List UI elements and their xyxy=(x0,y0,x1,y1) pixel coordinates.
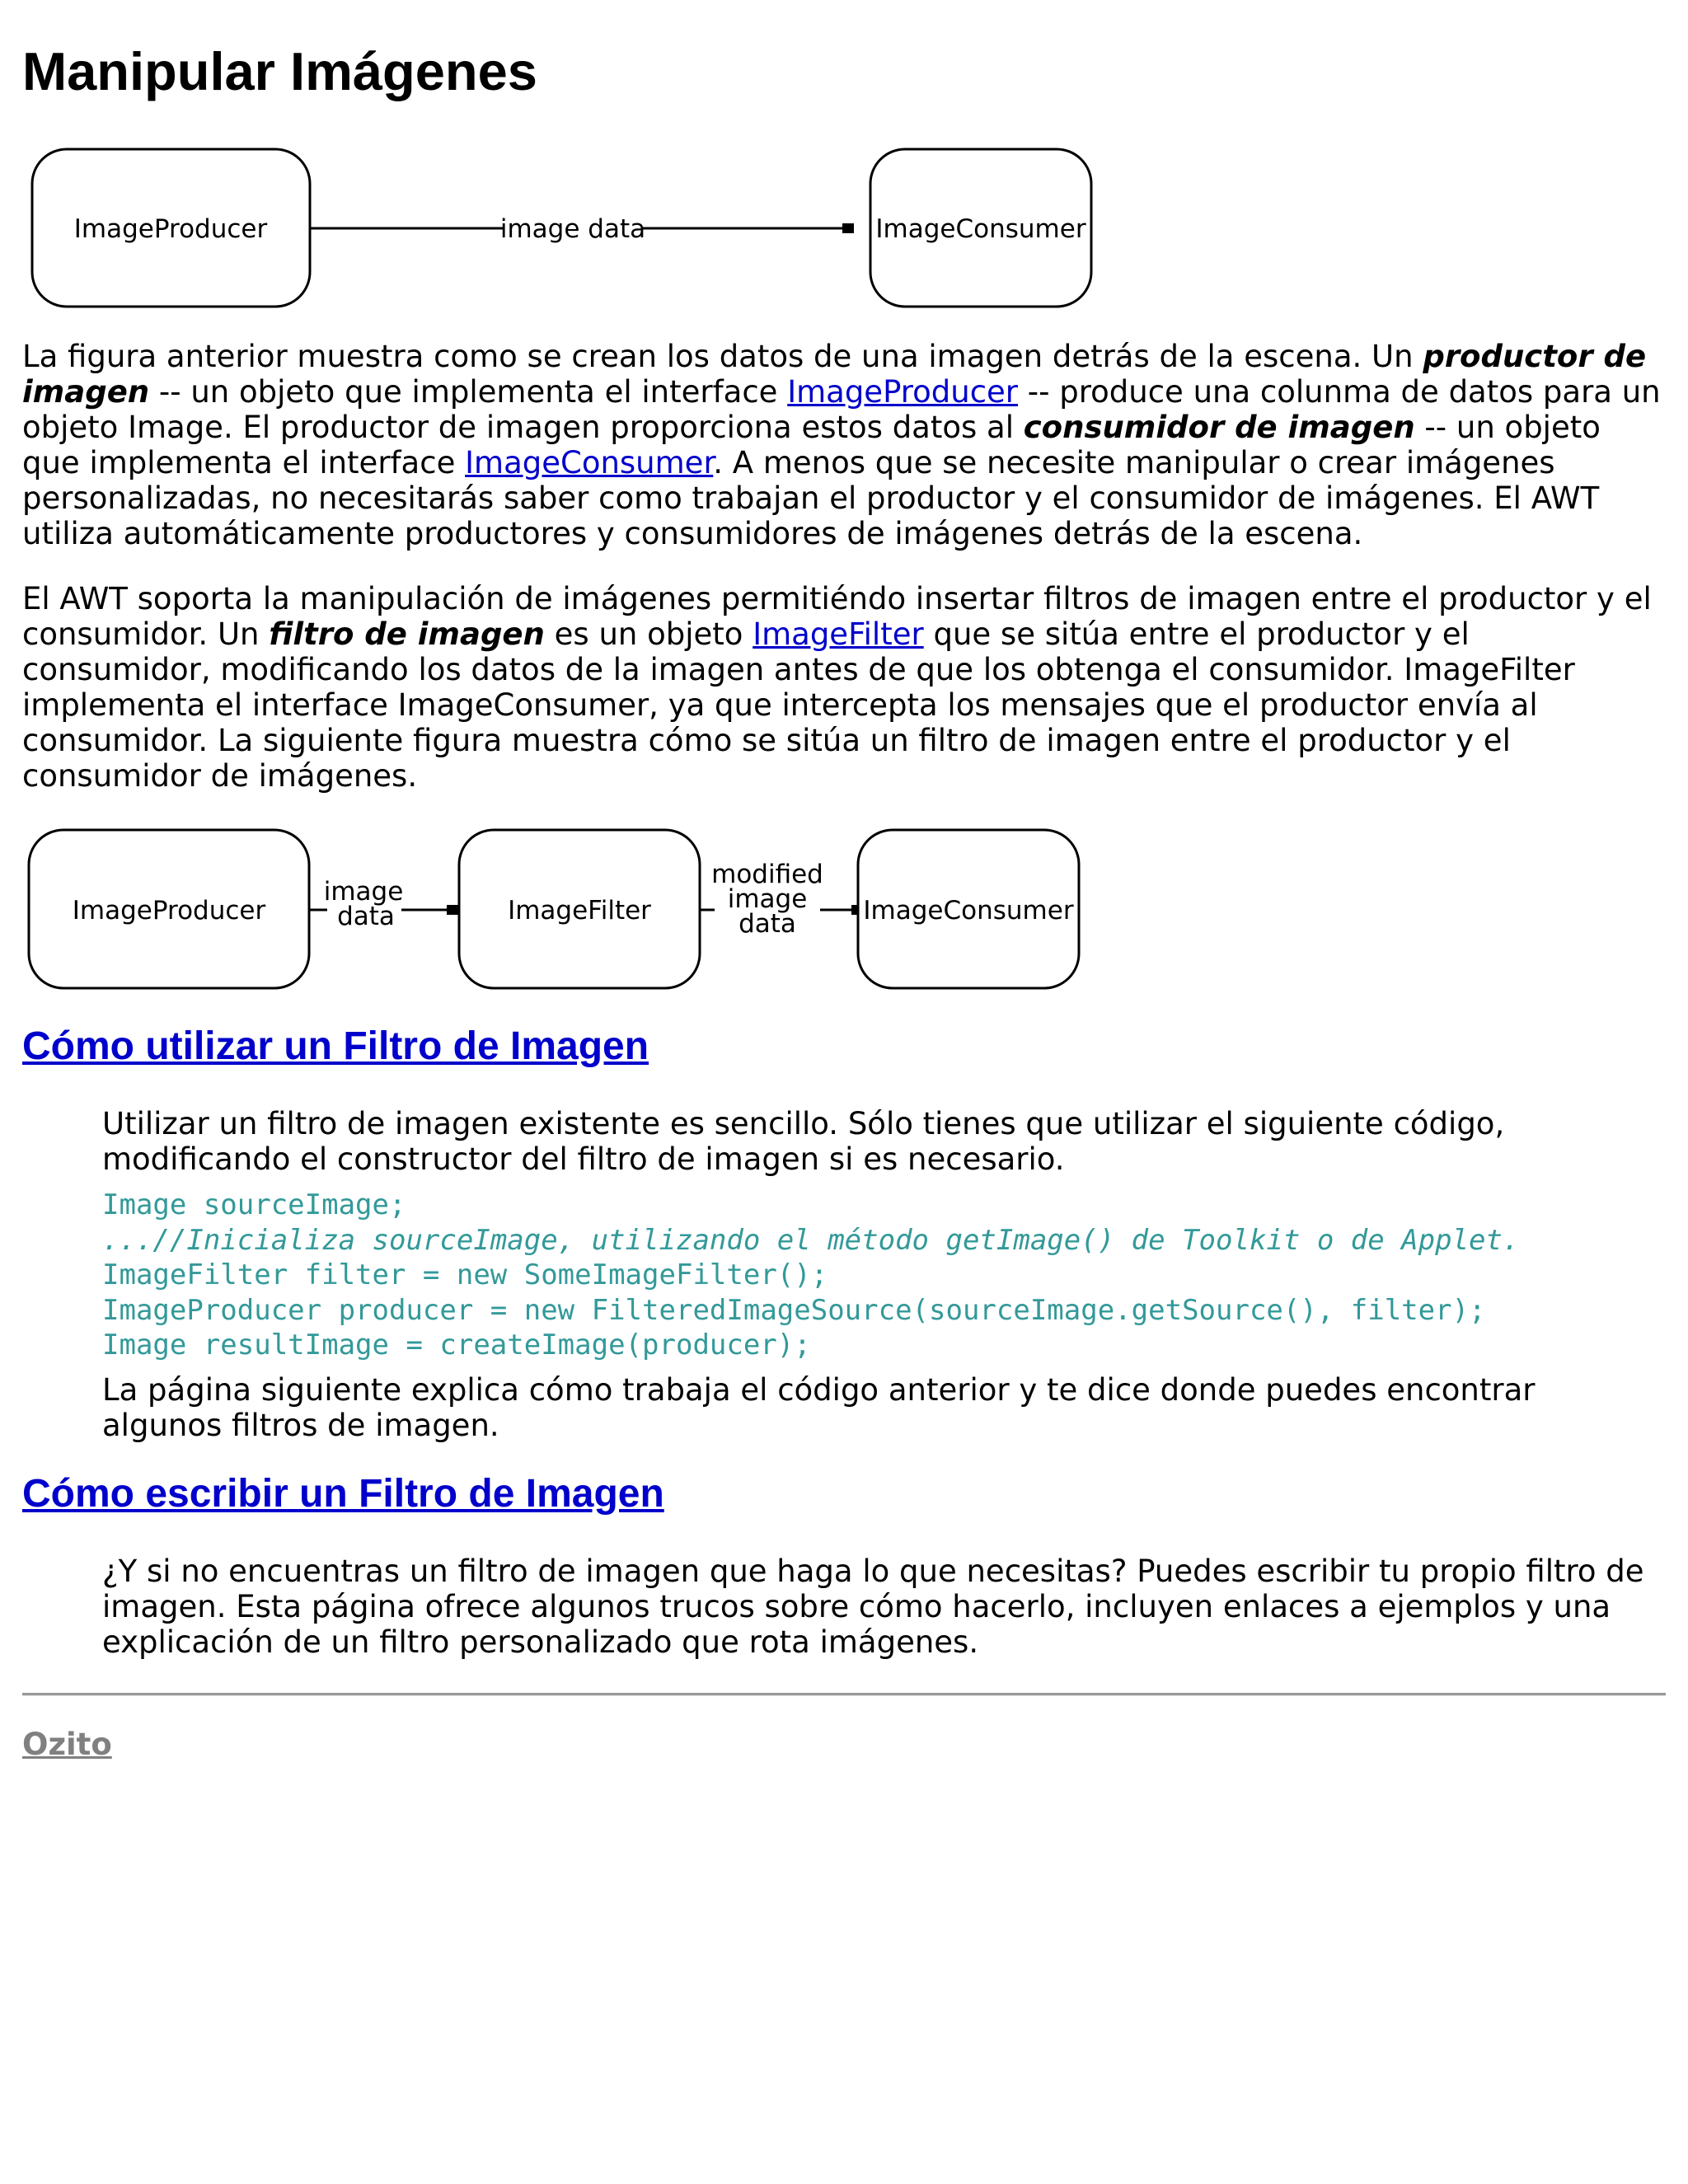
arrow-head xyxy=(842,223,854,233)
section1-outro: La página siguiente explica cómo trabaja el código anterior y te dice donde puedes encontrar algunos filtros de imagen. xyxy=(102,1372,1536,1443)
image-filter-label: ImageFilter xyxy=(508,896,651,926)
intro-paragraph xyxy=(22,339,1662,551)
consumidor-de-imagen-term: consumidor de imagen xyxy=(1023,410,1415,445)
image-consumer-label: ImageConsumer xyxy=(863,896,1074,926)
footer xyxy=(22,1727,112,1763)
para1-text-1: La figura anterior muestra como se crean los datos de una imagen detrás de la escena. Un xyxy=(22,339,1423,374)
edge2-label-line3: data xyxy=(738,909,796,939)
para1-text-5: . A menos que se necesite manipular o crear imágenes personalizadas, no necesitarás saber como trabajan el productor y el consumidor de imágenes. El AWT utiliza automáticamente productores y consumidores de imágenes detrás de la escena. xyxy=(22,445,1600,551)
code-line: ImageFilter filter = new SomeImageFilter(); xyxy=(102,1258,828,1291)
code-comment-line: ...//Inicializa sourceImage, utilizando el método getImage() de Toolkit o de Applet. xyxy=(102,1223,1520,1257)
horizontal-rule xyxy=(22,1693,1666,1696)
filter-pipeline-diagram-svg xyxy=(22,827,1102,992)
filter-pipeline-diagram xyxy=(22,827,1102,992)
ozito-link[interactable]: Ozito xyxy=(22,1727,112,1762)
filter-paragraph xyxy=(22,581,1662,794)
page-title: Manipular Imágenes xyxy=(22,41,537,101)
para1-text-4: -- un objeto que implementa el interface xyxy=(22,410,1601,480)
producer-consumer-diagram-svg xyxy=(22,147,1102,312)
image-producer-label: ImageProducer xyxy=(73,214,268,244)
escribir-filtro-link[interactable]: Cómo escribir un Filtro de Imagen xyxy=(22,1472,664,1516)
imageconsumer-link[interactable]: ImageConsumer xyxy=(465,445,714,480)
edge1-label-line1: image xyxy=(323,877,404,907)
edge1-label-line2: data xyxy=(337,902,395,931)
edge2-label-line2: image xyxy=(727,884,808,914)
producer-consumer-diagram xyxy=(22,147,1102,312)
para2-text-1: El AWT soporta la manipulación de imágenes permitiéndo insertar filtros de imagen entre el productor y el consumidor. Un xyxy=(22,581,1652,652)
para2-text-3: que se sitúa entre el productor y el consumidor, modificando los datos de la imagen antes de que los obtenga el consumidor. ImageFilter implementa el interface ImageConsumer, ya que intercepta los mensajes que el productor envía al consumidor. La siguiente figura muestra cómo se sitúa un filtro de imagen entre el productor y el consumidor de imágenes. xyxy=(22,616,1575,794)
para1-text-3: -- produce una colunma de datos para un objeto Image. El productor de imagen proporciona estos datos al xyxy=(22,374,1661,445)
section-heading-usar-filtro xyxy=(22,1022,649,1071)
usar-filtro-link[interactable]: Cómo utilizar un Filtro de Imagen xyxy=(22,1024,649,1068)
productor-de-imagen-term: productor de imagen xyxy=(22,339,1647,410)
arrow-head-1 xyxy=(447,905,458,915)
para1-text-2: -- un objeto que implementa el interface xyxy=(149,374,788,410)
image-producer-label: ImageProducer xyxy=(72,896,266,926)
image-data-label: image data xyxy=(499,214,646,244)
code-line: ImageProducer producer = new FilteredImageSource(sourceImage.getSource(), filter); xyxy=(102,1293,1486,1327)
code-block xyxy=(102,1188,1519,1363)
section1-intro: Utilizar un filtro de imagen existente es sencillo. Sólo tienes que utilizar el siguiente código, modificando el constructor del filtro de imagen si es necesario. xyxy=(102,1106,1505,1177)
filtro-de-imagen-term: filtro de imagen xyxy=(269,616,545,652)
imageproducer-link[interactable]: ImageProducer xyxy=(787,374,1019,410)
edge2-label-line1: modified xyxy=(711,860,823,889)
section2-body: ¿Y si no encuentras un filtro de imagen que haga lo que necesitas? Puedes escribir tu propio filtro de imagen. Esta página ofrece algunos trucos sobre cómo hacerlo, incluyen enlaces a ejemplos y una explicación de un filtro personalizado que rota imágenes. xyxy=(102,1554,1644,1660)
section-heading-escribir-filtro xyxy=(22,1469,664,1519)
code-line: Image sourceImage; xyxy=(102,1188,406,1221)
para2-text-2: es un objeto xyxy=(544,616,753,652)
imagefilter-link[interactable]: ImageFilter xyxy=(753,616,924,652)
image-consumer-label: ImageConsumer xyxy=(875,214,1086,244)
code-line: Image resultImage = createImage(producer); xyxy=(102,1329,811,1361)
